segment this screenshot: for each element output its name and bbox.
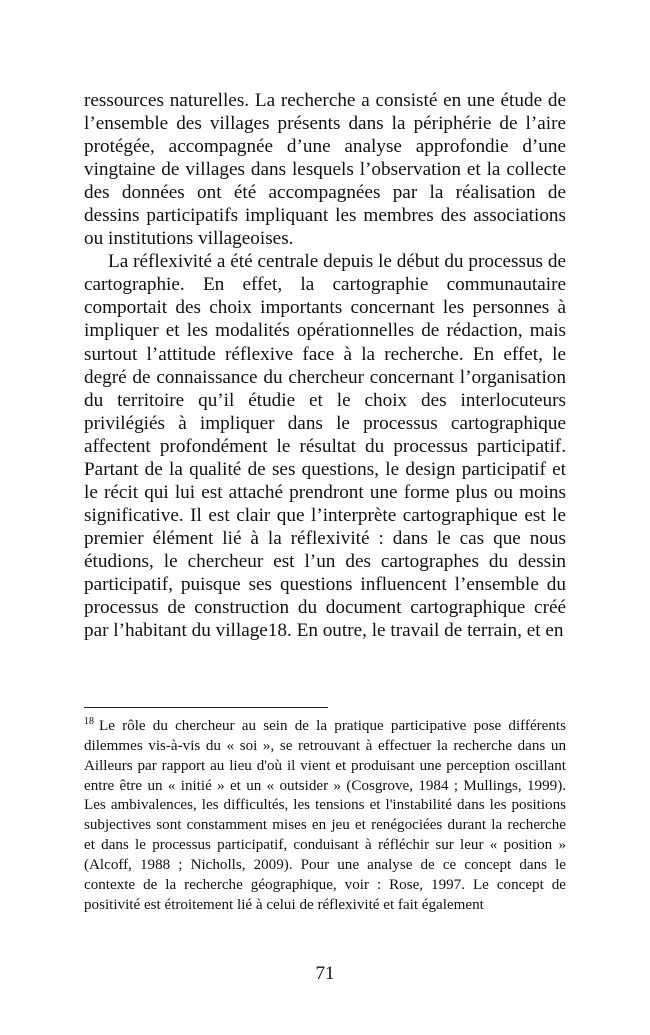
paragraph-2: La réflexivité a été centrale depuis le début du processus de cartographie. En effet, la cartographie communautaire comportait des choix importants concernant les personnes à impliquer et les modalités opérationnelles de rédaction, mais surtout l’attitude réflexive face à la recherche. En effet, le degré de connaissance du chercheur concernant l’organisation du territoire qu’il étudie et le choix des interlocuteurs privilégiés à impliquer dans le processus cartographique affectent profondément le résultat du processus participatif. Partant de la qualité de ses questions, le design participatif et le récit qui lui est attaché prendront une forme plus ou moins significative. Il est clair que l’interprète cartographique est le premier élément lié à la réflexivité : dans le cas que nous étudions, le chercheur est l’un des cartographes du dessin participatif, puisque ses questions influencent l’ensemble du processus de construction du document cartographique créé par l’habitant du village18. En outre, le travail de terrain, et en (84, 251, 566, 642)
footnote-marker: 18 (84, 716, 94, 727)
page-number: 71 (315, 963, 335, 984)
paragraph-1: ressources naturelles. La recherche a consisté en une étude de l’ensemble des villages présents dans la périphérie de l’aire protégée, accompagnée d’une analyse approfondie d’une vingtaine de villages dans lesquels l’observation et la collecte des données ont été accompagnées par la réalisation de dessins participatifs impliquant les membres des associations ou institutions villageoises. (84, 90, 566, 250)
main-text (84, 89, 566, 642)
footnote-text: Le rôle du chercheur au sein de la pratique participative pose différents dilemmes vis-à-vis du « soi », se retrouvant à effectuer la recherche dans un Ailleurs par rapport au lieu d'où il vient et produisant une perception oscillant entre être un « initié » et un « outsider » (Cosgrove, 1984 ; Mullings, 1999). Les ambivalences, les difficultés, les tensions et l'instabilité dans les positions subjectives sont constamment mises en jeu et renégociées durant la recherche et dans le processus participatif, conduisant à réfléchir sur leur « position » (Alcoff, 1988 ; Nicholls, 2009). Pour une analyse de ce concept dans le contexte de la recherche géographique, voir : Rose, 1997. Le concept de positivité est étroitement lié à celui de réflexivité et fait également (84, 718, 566, 913)
footnote (84, 717, 566, 915)
footnote-separator (84, 707, 328, 708)
